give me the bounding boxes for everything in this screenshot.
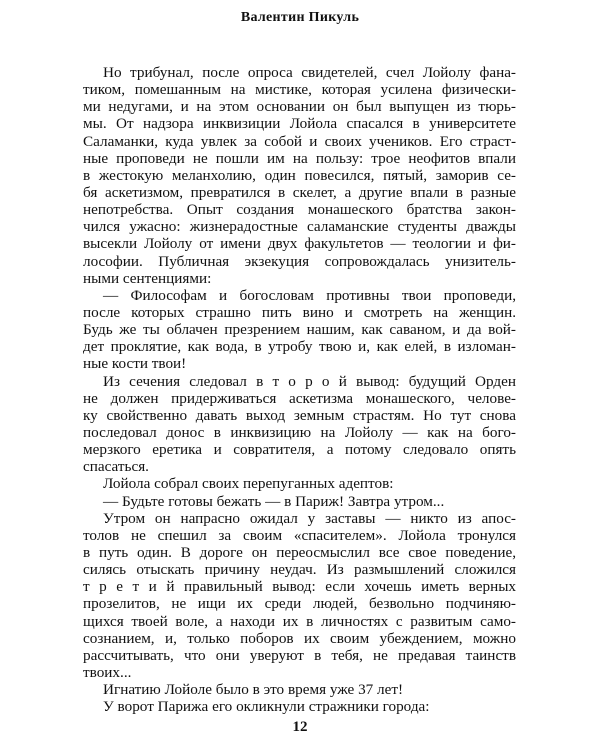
paragraph xyxy=(83,698,516,715)
paragraph xyxy=(83,493,516,510)
text-line: в путь один. В дороге он переосмыслил все свое поведение, xyxy=(83,543,516,561)
paragraph xyxy=(83,373,516,476)
text-line: последовал донос в инквизицию на Лойолу — как на бого- xyxy=(83,423,516,441)
text-line: ные кости твои! xyxy=(83,355,187,373)
text-line: высекли Лойолу от имени двух факультетов — теологии и фи- xyxy=(83,235,516,253)
text-line: Будь же ты облачен презрением нашим, как саваном, и да вой- xyxy=(83,321,516,339)
paragraph xyxy=(83,510,516,681)
text-line: дет проклятие, как вода, в утробу твою и, как елей, в изломан- xyxy=(83,338,516,356)
text-line: ми недугами, и на этом основании он был выпущен из тюрь- xyxy=(83,98,516,116)
text-line: спасаться. xyxy=(83,458,149,476)
text-line: ку свойственно давать выход земным страстям. Но тут снова xyxy=(83,406,516,424)
text-line: прозелитов, не ищи их среди людей, безвольно подчиняю- xyxy=(83,595,516,613)
text-line: Но трибунал, после опроса свидетелей, счел Лойолу фана- xyxy=(103,64,516,81)
text-line: бя аскетизмом, превратился в скелет, а другие впали в разные xyxy=(83,183,516,201)
paragraph xyxy=(83,287,516,373)
text-line: после которых страшно пить вино и смотреть на женщин. xyxy=(83,303,516,321)
paragraph xyxy=(83,681,516,698)
text-line: чился ужасно: жизнерадостные саламанские студенты дважды xyxy=(83,218,516,236)
page-number: 12 xyxy=(292,719,308,735)
text-line: ными сентенциями: xyxy=(83,269,212,287)
text-line: Игнатию Лойоле было в это время уже 37 лет! xyxy=(103,681,404,699)
text-line: твоих... xyxy=(83,663,132,681)
page-body-text xyxy=(83,64,516,715)
text-line: мы. От надзора инквизиции Лойола спасался в университете xyxy=(83,115,516,133)
text-line: — Философам и богословам противны твои проповеди, xyxy=(103,286,516,304)
text-line: Утром он напрасно ожидал у заставы — никто из апос- xyxy=(103,509,516,527)
text-line: тиком, помешанным на мистике, которая усилена физически- xyxy=(83,81,516,99)
text-line: толов не спешил за своим «спасителем». Лойола тронулся xyxy=(83,526,516,544)
text-line: рассчитывать, что они уверуют в тебя, не предавая таинств xyxy=(83,646,516,664)
text-line: Саламанки, куда увлек за собой и своих учеников. Его страст- xyxy=(83,132,516,150)
text-line: — Будьте готовы бежать — в Париж! Завтра утром... xyxy=(103,492,445,510)
text-line: в жестокую меланхолию, один повесился, пятый, заморив се- xyxy=(83,166,516,184)
text-line: У ворот Парижа его окликнули стражники города: xyxy=(103,698,430,716)
running-header: Валентин Пикуль xyxy=(240,10,360,25)
text-line: мерзкого еретика и совратителя, а потому следовало опять xyxy=(83,441,516,459)
text-line: непотребства. Опыт создания монашеского братства закон- xyxy=(83,201,516,219)
text-line: силясь отыскать причину неудач. Из размышлений сложился xyxy=(83,561,516,579)
paragraph xyxy=(83,64,516,287)
text-line: т р е т и й правильный вывод: если хочешь иметь верных xyxy=(83,578,516,596)
text-line: щихся твоей воле, а находи их в личностях с развитым само- xyxy=(83,612,516,630)
text-line: сознанием, и, только поборов их своим убеждением, можно xyxy=(83,629,516,647)
text-line: Из сечения следовал в т о р о й вывод: будущий Орден xyxy=(103,372,516,390)
text-line: Лойола собрал своих перепуганных адептов: xyxy=(103,475,394,493)
text-line: ные проповеди не пошли им на пользу: трое неофитов впали xyxy=(83,149,516,167)
text-line: не должен придерживаться аскетизма монашеского, челове- xyxy=(83,389,516,407)
text-line: лософии. Публичная экзекуция сопровождалась унизитель- xyxy=(83,252,516,270)
paragraph xyxy=(83,475,516,492)
